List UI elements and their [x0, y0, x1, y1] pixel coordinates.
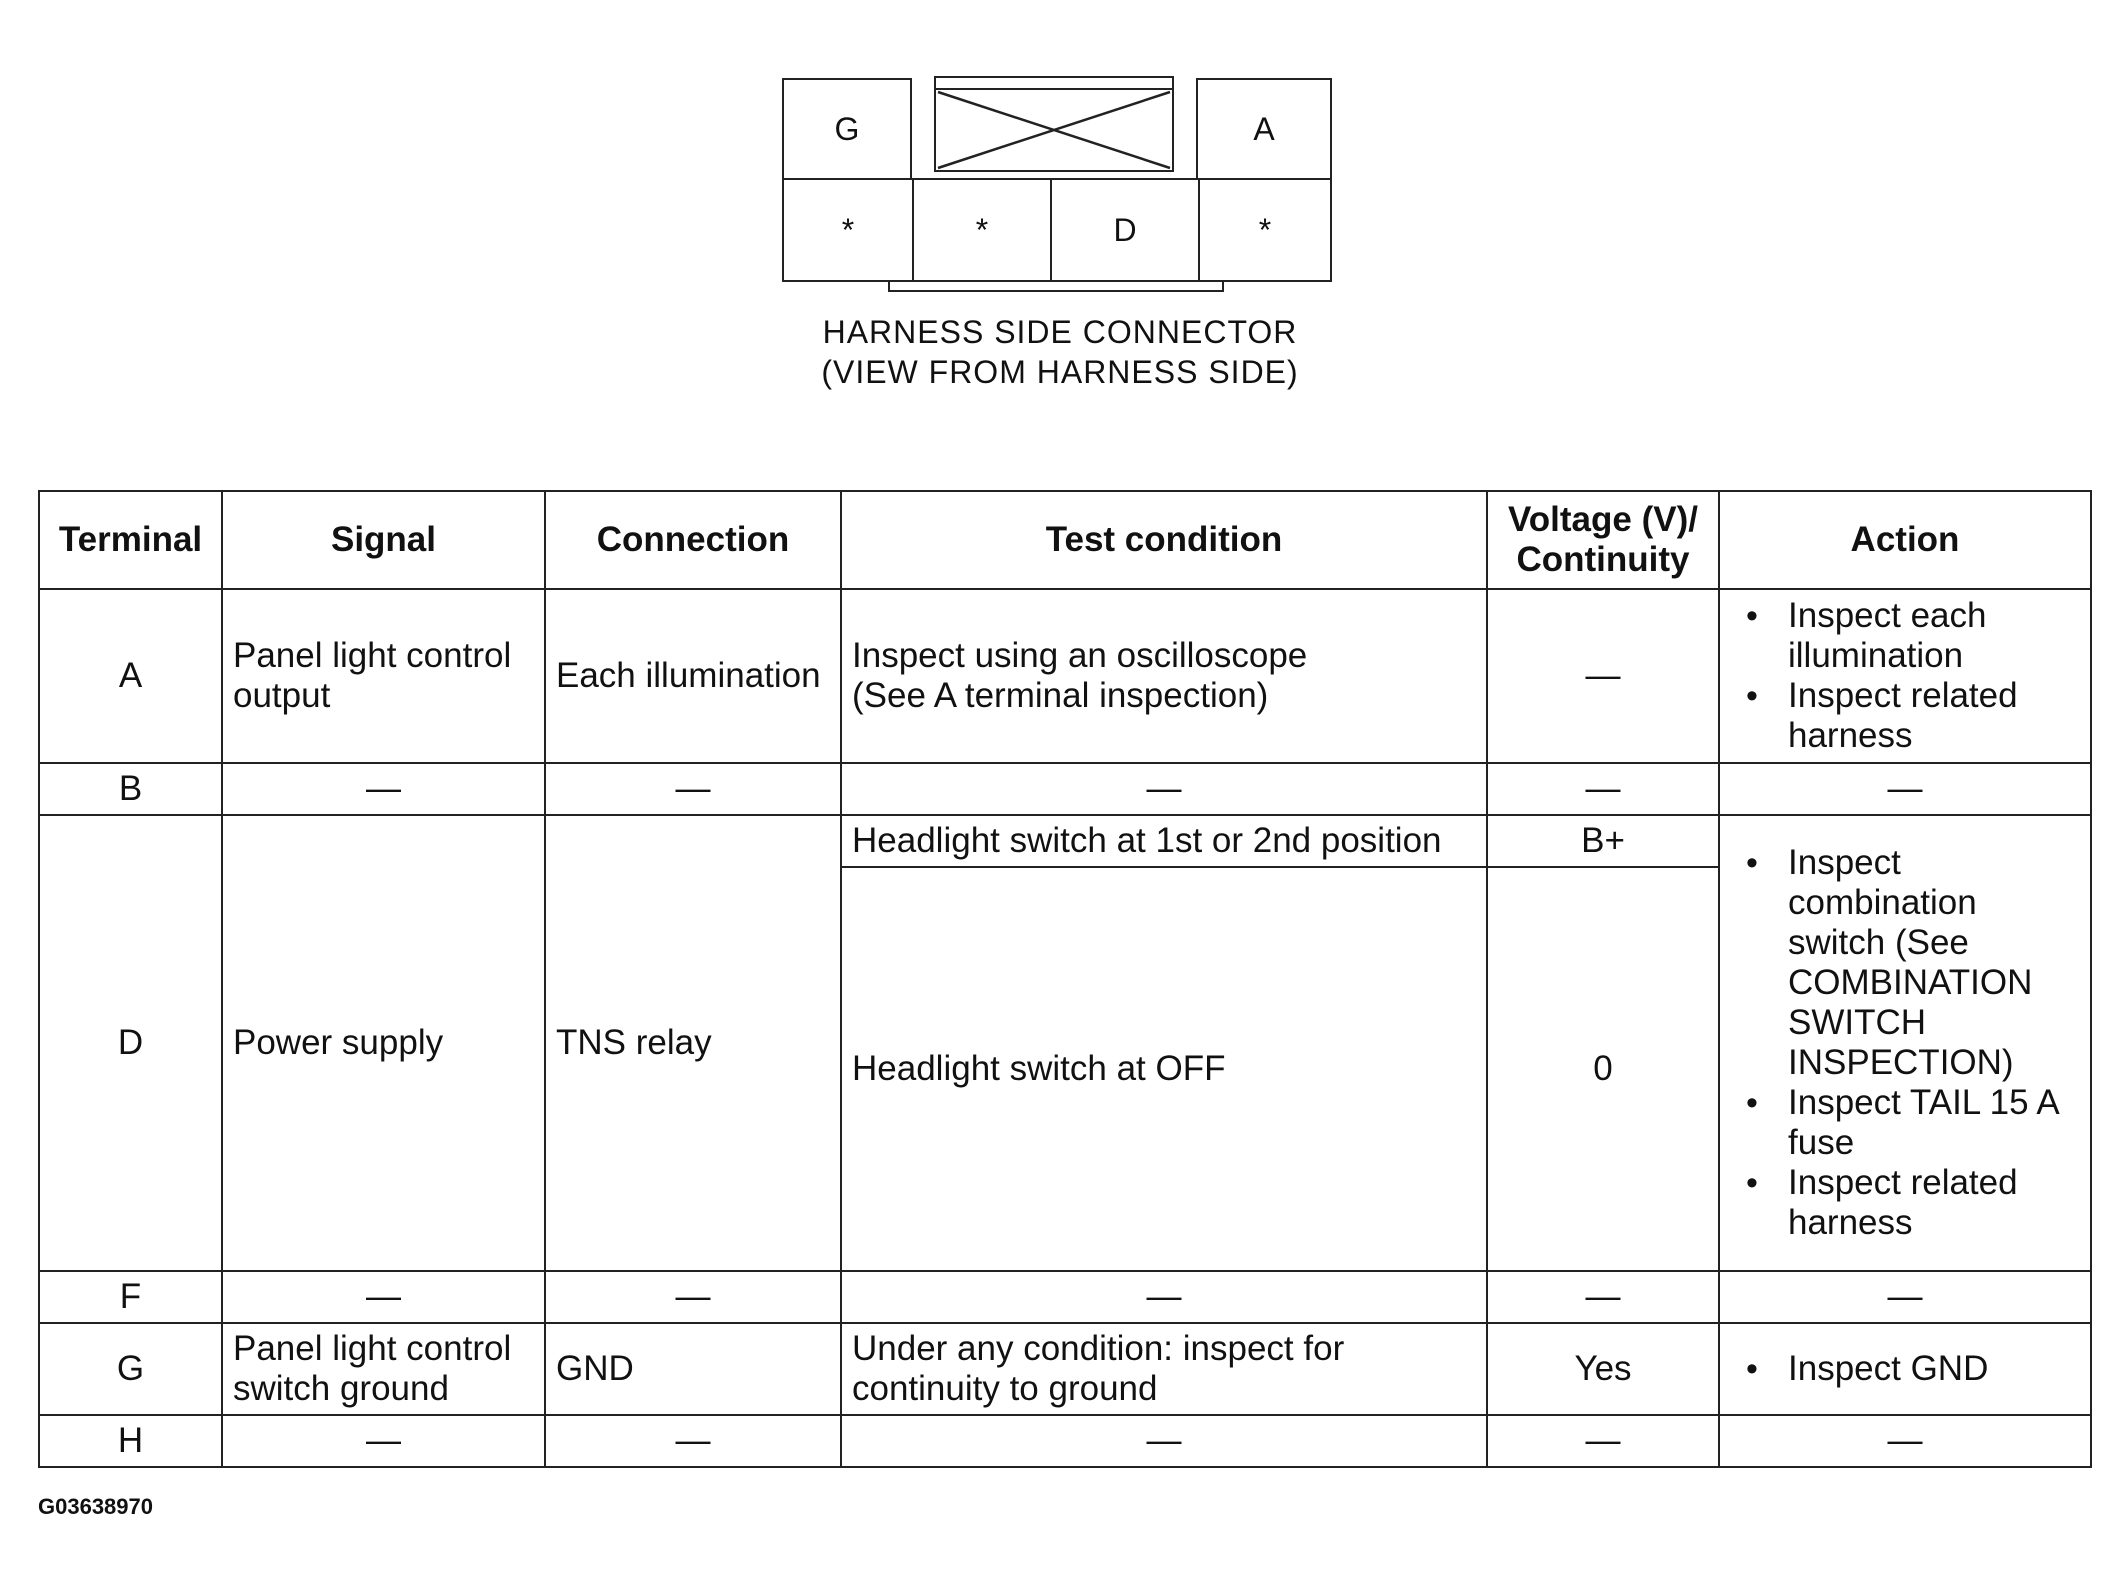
connector-pin-star-1: * [782, 178, 914, 282]
connector-caption-line2: (VIEW FROM HARNESS SIDE) [821, 354, 1299, 390]
connector-pin-a: A [1196, 78, 1332, 180]
table-row [39, 1271, 2091, 1323]
terminal-cell: G [39, 1323, 222, 1415]
action-cell [1719, 589, 2091, 763]
header-signal: Signal [222, 491, 545, 589]
signal-cell: — [222, 1415, 545, 1467]
connector-pin-star-2: * [912, 178, 1052, 282]
header-voltage-line1: Voltage (V)/ [1508, 500, 1698, 539]
header-connection: Connection [545, 491, 841, 589]
connector-blank-cavity [934, 88, 1174, 172]
test-condition-cell: Headlight switch at OFF [841, 867, 1487, 1271]
signal-cell: Panel light control output [222, 589, 545, 763]
connector-bottom-tab [888, 280, 1224, 292]
table-row [39, 589, 2091, 763]
header-voltage-continuity [1487, 491, 1719, 589]
action-item: • Inspect combination switch (See COMBINATION SWITCH INSPECTION) [1738, 843, 2078, 1083]
signal-cell: Panel light control switch ground [222, 1323, 545, 1415]
table-row [39, 763, 2091, 815]
header-action: Action [1719, 491, 2091, 589]
action-cell: — [1719, 763, 2091, 815]
connector-pin-g: G [782, 78, 912, 180]
connection-cell: — [545, 763, 841, 815]
connection-cell: — [545, 1271, 841, 1323]
action-cell: — [1719, 1415, 2091, 1467]
connector-pin-d: D [1050, 178, 1200, 282]
terminal-cell: B [39, 763, 222, 815]
header-terminal: Terminal [39, 491, 222, 589]
signal-cell: Power supply [222, 815, 545, 1271]
action-item: • Inspect TAIL 15 A fuse [1738, 1083, 2078, 1163]
test-condition-cell: — [841, 763, 1487, 815]
terminal-cell: A [39, 589, 222, 763]
terminal-inspection-table [38, 490, 2092, 1468]
action-cell: — [1719, 1271, 2091, 1323]
voltage-cell: Yes [1487, 1323, 1719, 1415]
test-condition-line2: (See A terminal inspection) [852, 676, 1269, 715]
header-voltage-line2: Continuity [1516, 540, 1690, 579]
test-condition-cell: Under any condition: inspect for continuity to ground [841, 1323, 1487, 1415]
terminal-cell: F [39, 1271, 222, 1323]
voltage-cell: — [1487, 589, 1719, 763]
test-condition-cell: — [841, 1271, 1487, 1323]
connection-cell: TNS relay [545, 815, 841, 1271]
voltage-cell: — [1487, 1415, 1719, 1467]
table-header-row [39, 491, 2091, 589]
table-row [39, 1415, 2091, 1467]
action-cell [1719, 1323, 2091, 1415]
voltage-cell: — [1487, 763, 1719, 815]
voltage-cell: B+ [1487, 815, 1719, 867]
header-test-condition: Test condition [841, 491, 1487, 589]
terminal-cell: D [39, 815, 222, 1271]
voltage-cell: — [1487, 1271, 1719, 1323]
action-item: • Inspect related harness [1738, 1163, 2078, 1243]
action-list [1738, 1349, 2078, 1389]
connector-pin-star-3: * [1198, 178, 1332, 282]
test-condition-cell [841, 589, 1487, 763]
test-condition-line1: Inspect using an oscilloscope [852, 636, 1308, 675]
voltage-cell: 0 [1487, 867, 1719, 1271]
harness-connector-diagram [776, 70, 1346, 310]
table-row [39, 815, 2091, 867]
table-row [39, 1323, 2091, 1415]
action-item: • Inspect related harness [1738, 676, 2078, 756]
connector-caption-line1: HARNESS SIDE CONNECTOR [822, 314, 1298, 350]
action-item: • Inspect GND [1738, 1349, 2078, 1389]
connection-cell: Each illumination [545, 589, 841, 763]
cross-mark-icon [936, 90, 1172, 170]
figure-id: G03638970 [38, 1494, 153, 1519]
connection-cell: GND [545, 1323, 841, 1415]
test-condition-cell: — [841, 1415, 1487, 1467]
signal-cell: — [222, 1271, 545, 1323]
connection-cell: — [545, 1415, 841, 1467]
action-list [1738, 596, 2078, 756]
test-condition-cell: Headlight switch at 1st or 2nd position [841, 815, 1487, 867]
terminal-cell: H [39, 1415, 222, 1467]
action-item: • Inspect each illumination [1738, 596, 2078, 676]
signal-cell: — [222, 763, 545, 815]
connector-lock-tab [934, 76, 1174, 88]
action-list [1738, 843, 2078, 1243]
action-cell [1719, 815, 2091, 1271]
